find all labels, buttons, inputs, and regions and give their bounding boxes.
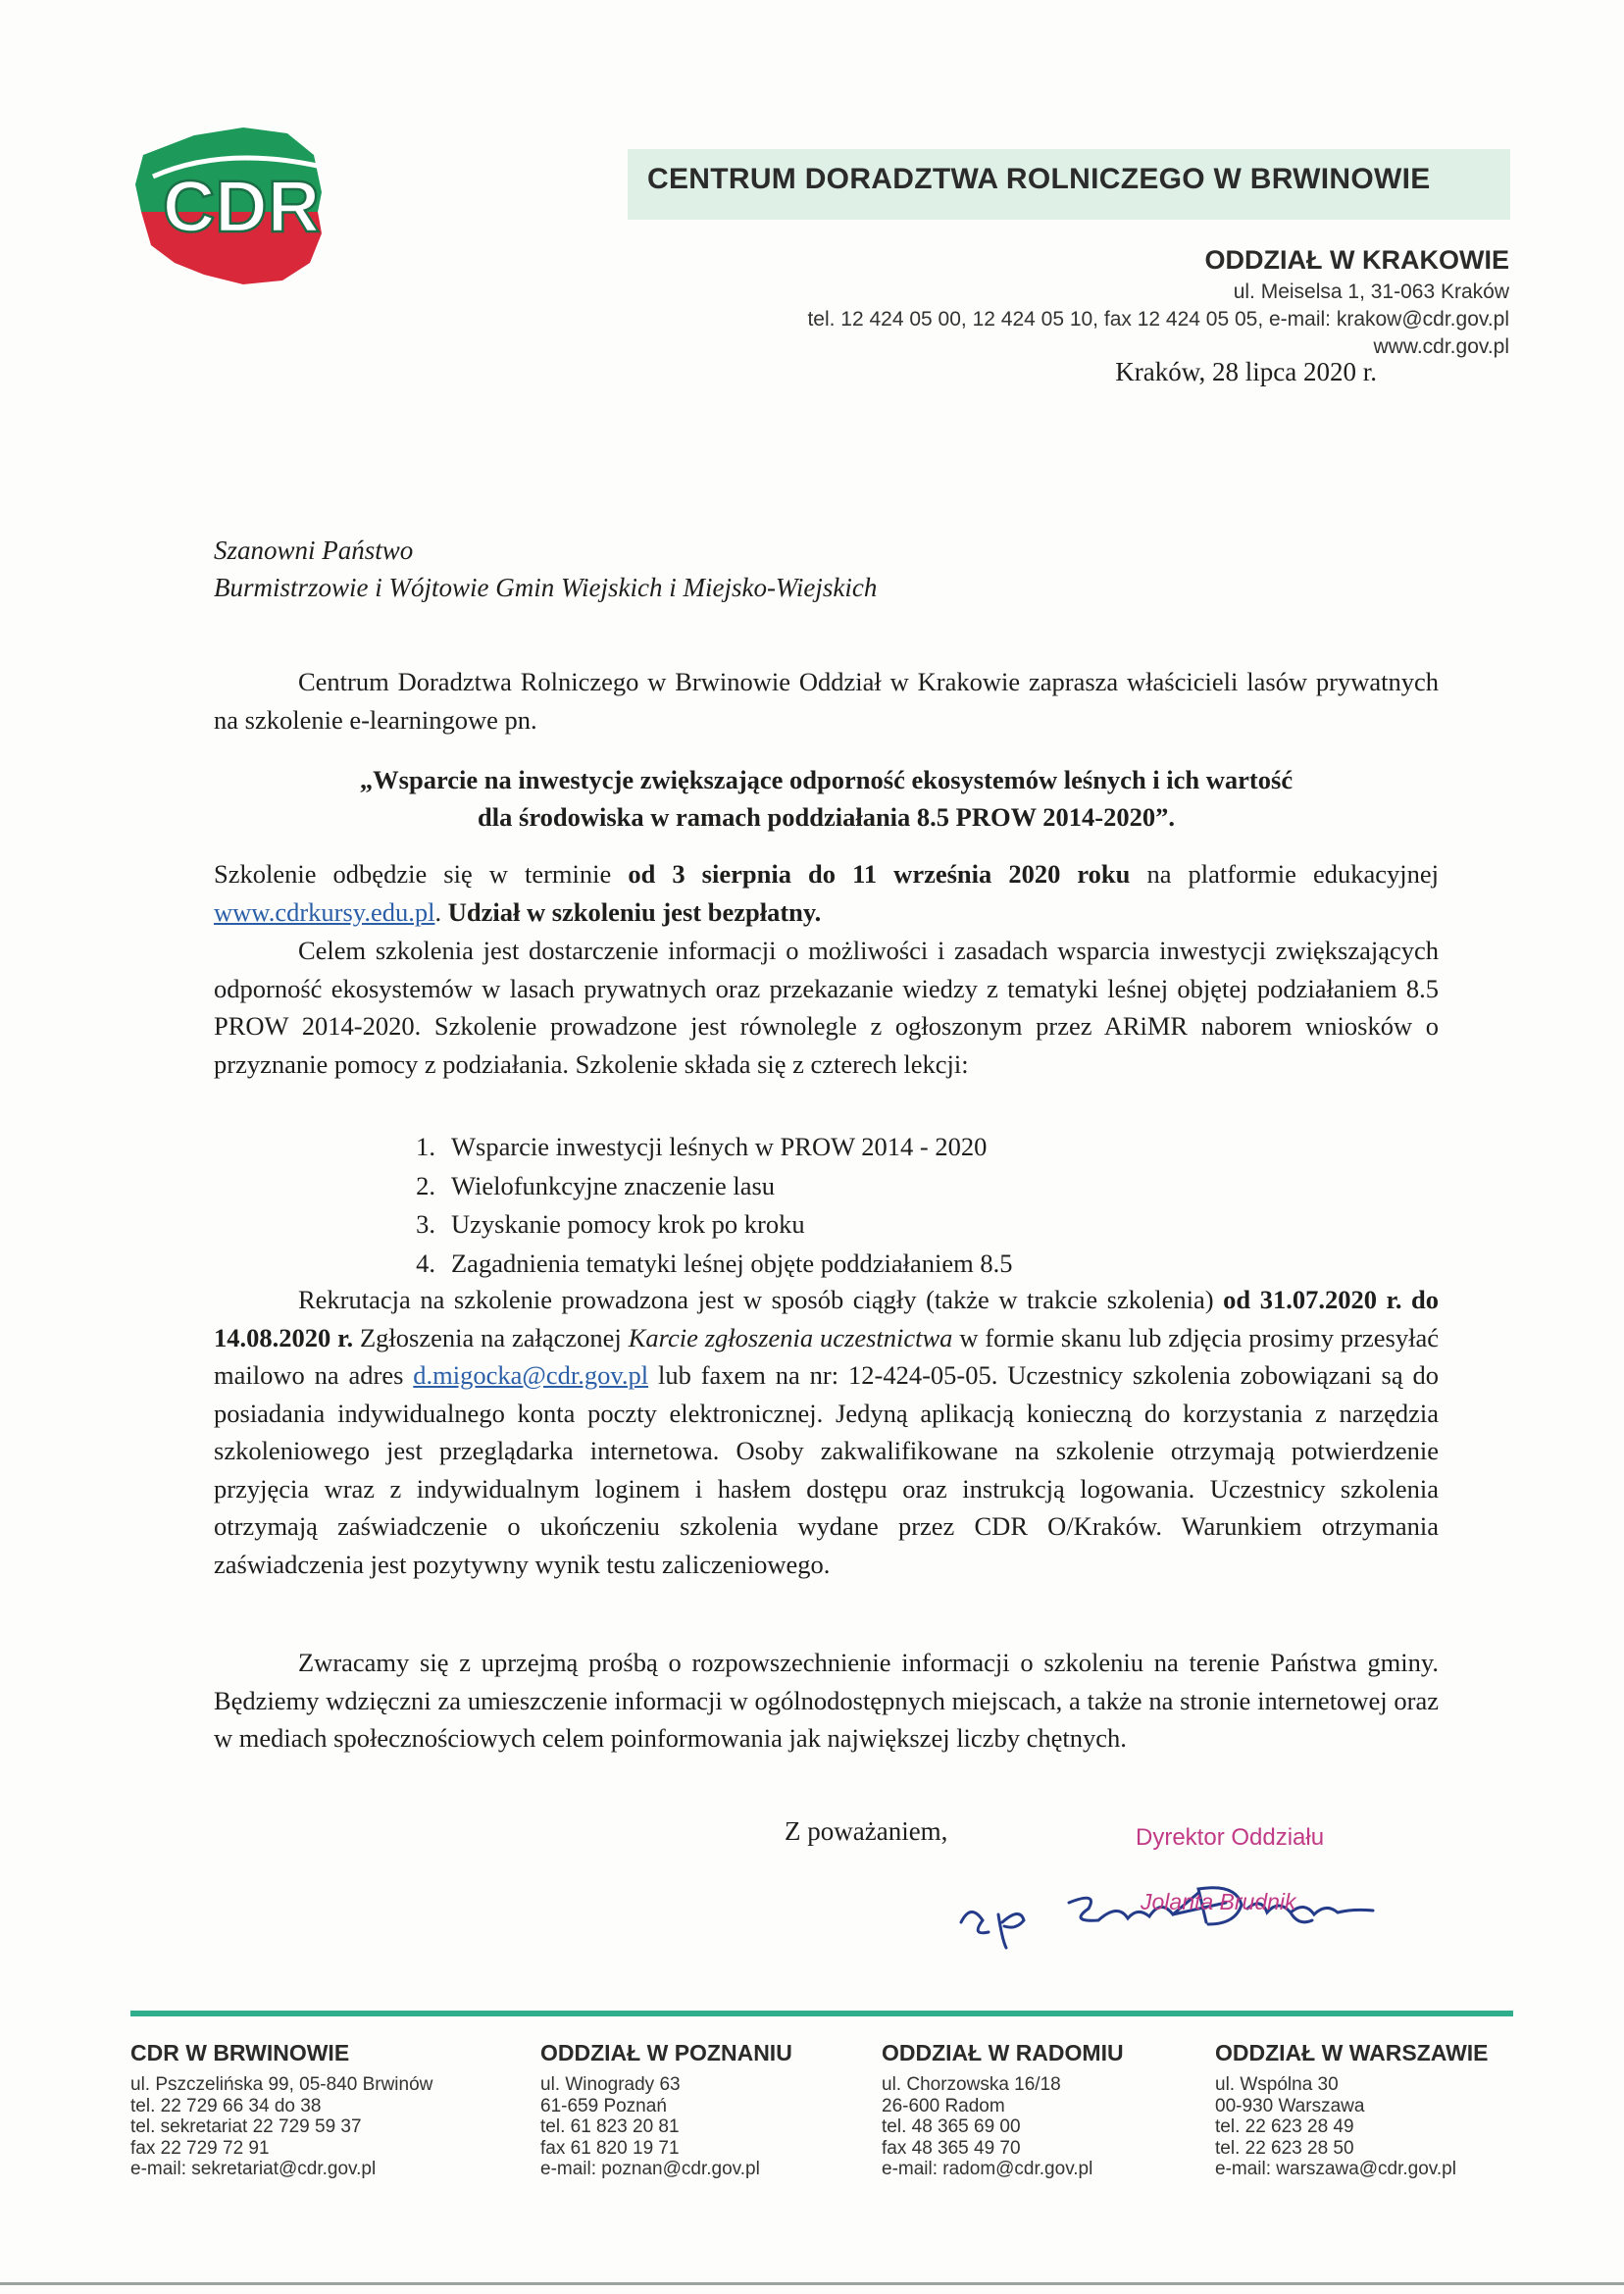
footer-col-radom xyxy=(882,2040,1124,2180)
footer-line: tel. sekretariat 22 729 59 37 xyxy=(130,2116,362,2137)
list-item xyxy=(373,1167,1013,1206)
regards: Z poważaniem, xyxy=(785,1816,948,1846)
branch-website[interactable]: www.cdr.gov.pl xyxy=(1373,335,1509,358)
application-form-name: Karcie zgłoszenia uczestnictwa xyxy=(628,1322,953,1352)
list-item xyxy=(373,1205,1013,1245)
list-item xyxy=(373,1128,1013,1167)
salutation-line-1: Szanowni Państwo xyxy=(214,535,414,565)
cdr-logo xyxy=(126,116,331,287)
footer-line: fax 48 365 49 70 xyxy=(882,2137,1021,2159)
branch-address: ul. Meiselsa 1, 31-063 Kraków xyxy=(1233,280,1509,303)
goal-paragraph: Celem szkolenia jest dostarczenie informacji o możliwości i zasadach wsparcia inwestycji zwiększających odporność ekosystemów w lasach prywatnych oraz przekazanie wiedzy z tematyki leśnej objętej podziałaniem 8.5 PROW 2014-2020. Szkolenie prowadzone jest równolegle z ogłoszonym przez ARiMR naborem wniosków o przyznanie pomocy z podziałania. Szkolenie składa się z czterech lekcji: xyxy=(214,936,1439,1079)
lesson-text: Zagadnienia tematyki leśnej objęte poddziałaniem 8.5 xyxy=(451,1248,1013,1278)
term-dot: . xyxy=(434,896,448,927)
footer-divider xyxy=(130,2011,1513,2016)
footer-line: fax 22 729 72 91 xyxy=(130,2137,270,2159)
course-title-line-1: „Wsparcie na inwestycje zwiększające odporność ekosystemów leśnych i ich wartość xyxy=(359,765,1294,794)
director-title: Dyrektor Oddziału xyxy=(1136,1824,1325,1851)
footer-heading: ODDZIAŁ W WARSZAWIE xyxy=(1215,2040,1489,2065)
lesson-text: Wielofunkcyjne znaczenie lasu xyxy=(451,1170,776,1200)
platform-link[interactable]: www.cdrkursy.edu.pl xyxy=(214,896,435,927)
footer-line: ul. Wspólna 30 xyxy=(1215,2074,1339,2095)
recruitment-p2: Zgłoszenia na załączonej xyxy=(353,1322,629,1352)
footer-line: 00-930 Warszawa xyxy=(1215,2095,1365,2116)
contact-email-link[interactable]: d.migocka@cdr.gov.pl xyxy=(413,1360,649,1390)
footer-line: tel. 48 365 69 00 xyxy=(882,2116,1021,2137)
footer-line: 26-600 Radom xyxy=(882,2095,1005,2116)
request-paragraph: Zwracamy się z uprzejmą prośbą o rozpowszechnienie informacji o szkoleniu na terenie Państwa gminy. Będziemy wdzięczni za umieszczenie informacji w ogólnodostępnych miejscach, a także na stronie internetowej oraz w mediach społecznościowych celem poinformowania jak największej liczby chętnych. xyxy=(214,1648,1439,1753)
term-dates: od 3 sierpnia do 11 września 2020 roku xyxy=(628,859,1131,889)
lessons-list xyxy=(373,1128,1013,1283)
page-bottom-edge xyxy=(0,2282,1624,2285)
footer-line: fax 61 820 19 71 xyxy=(540,2137,680,2159)
recruitment-p1: Rekrutacja na szkolenie prowadzona jest w sposób ciągły (także w trakcie szkolenia) xyxy=(298,1285,1224,1314)
footer-email[interactable]: e-mail: warszawa@cdr.gov.pl xyxy=(1215,2159,1456,2179)
footer-email[interactable]: e-mail: poznan@cdr.gov.pl xyxy=(540,2159,760,2179)
intro-paragraph: Centrum Doradztwa Rolniczego w Brwinowie Oddział w Krakowie zaprasza właścicieli lasów prywatnych na szkolenie e-learningowe pn. xyxy=(214,667,1439,735)
footer-col-poznan xyxy=(540,2040,792,2180)
footer-line: tel. 22 729 66 34 do 38 xyxy=(130,2095,322,2116)
lesson-number: 2. xyxy=(416,1170,435,1200)
lesson-text: Uzyskanie pomocy krok po kroku xyxy=(451,1209,805,1239)
footer-line: tel. 22 623 28 50 xyxy=(1215,2137,1354,2159)
recruitment-paragraph xyxy=(214,1281,1439,1583)
director-name: Jolanta Brudnik xyxy=(1141,1889,1296,1914)
term-mid: na platformie edukacyjnej xyxy=(1130,859,1439,889)
course-title-line-2: dla środowiska w ramach poddziałania 8.5 PROW 2014-2020”. xyxy=(478,802,1175,832)
term-paragraph xyxy=(214,855,1439,931)
lesson-number: 1. xyxy=(416,1132,435,1161)
footer-col-brwinow xyxy=(130,2040,432,2180)
recruitment-dates: od 31.07.2020 r. do 14.08.2020 r. xyxy=(214,1285,1439,1352)
branch-title: ODDZIAŁ W KRAKOWIE xyxy=(1204,245,1509,275)
footer-line: ul. Winogrady 63 xyxy=(540,2074,681,2095)
recruitment-p3: w formie skanu lub zdjęcia prosimy przesyłać mailowo na adres xyxy=(214,1322,1439,1390)
footer-line: tel. 61 823 20 81 xyxy=(540,2116,680,2137)
footer-line: ul. Chorzowska 16/18 xyxy=(882,2074,1061,2095)
footer-heading: ODDZIAŁ W POZNANIU xyxy=(540,2040,792,2065)
footer-heading: ODDZIAŁ W RADOMIU xyxy=(882,2040,1124,2065)
lesson-number: 4. xyxy=(416,1248,435,1278)
footer-email[interactable]: e-mail: sekretariat@cdr.gov.pl xyxy=(130,2159,377,2179)
free-participation: Udział w szkoleniu jest bezpłatny. xyxy=(447,896,822,927)
lesson-text: Wsparcie inwestycji leśnych w PROW 2014 - 2020 xyxy=(451,1132,988,1161)
footer-col-warszawa xyxy=(1215,2040,1489,2180)
footer-email[interactable]: e-mail: radom@cdr.gov.pl xyxy=(882,2159,1093,2179)
footer-heading: CDR W BRWINOWIE xyxy=(130,2040,350,2065)
term-pre: Szkolenie odbędzie się w terminie xyxy=(214,859,629,889)
list-item xyxy=(373,1245,1013,1284)
logo-text: CDR xyxy=(162,166,321,247)
salutation-line-2: Burmistrzowie i Wójtowie Gmin Wiejskich i Miejsko-Wiejskich xyxy=(214,573,878,602)
recruitment-p4: lub faxem na nr: 12-424-05-05. Uczestnicy szkolenia zobowiązani są do posiadania indywidualnego konta poczty elektronicznej. Jedyną aplikacją konieczną do korzystania z narzędzia szkoleniowego jest przeglądarka internetowa. Osoby zakwalifikowane na szkolenie otrzymają potwierdzenie przyjęcia wraz z indywidualnym loginem i hasłem dostępu oraz instrukcją logowania. Uczestnicy szkolenia otrzymają zaświadczenie o ukończeniu szkolenia wydane przez CDR O/Kraków. Warunkiem otrzymania zaświadczenia jest pozytywny wynik testu zaliczeniowego. xyxy=(214,1360,1439,1579)
branch-contact: tel. 12 424 05 00, 12 424 05 10, fax 12 424 05 05, e-mail: krakow@cdr.gov.pl xyxy=(807,308,1509,331)
footer-line: ul. Pszczelińska 99, 05-840 Brwinów xyxy=(130,2074,433,2095)
letter-date: Kraków, 28 lipca 2020 r. xyxy=(1115,357,1377,386)
org-title: CENTRUM DORADZTWA ROLNICZEGO W BRWINOWIE xyxy=(647,163,1431,195)
lesson-number: 3. xyxy=(416,1209,435,1239)
footer-line: tel. 22 623 28 49 xyxy=(1215,2116,1354,2137)
footer-line: 61-659 Poznań xyxy=(540,2095,667,2116)
